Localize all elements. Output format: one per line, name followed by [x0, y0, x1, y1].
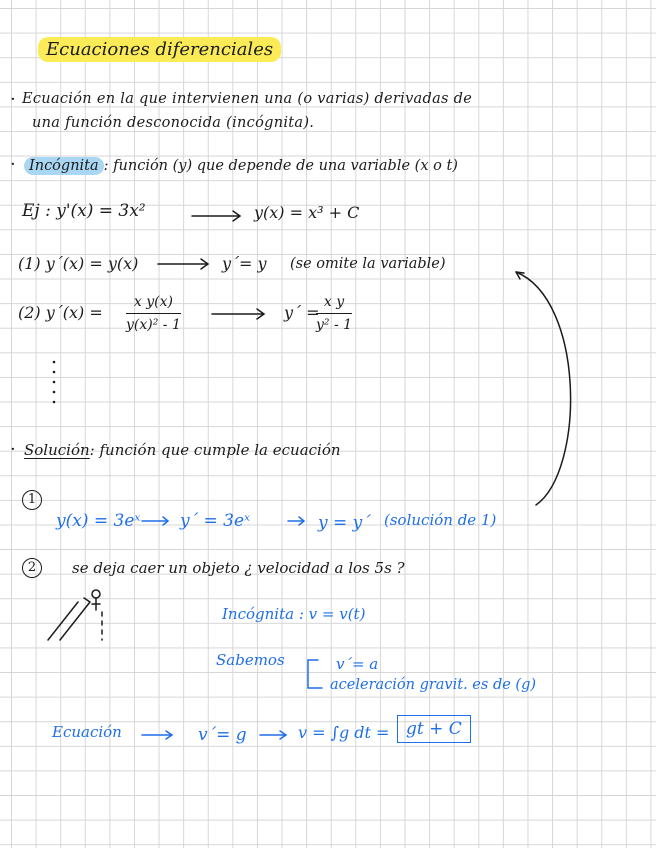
- equation-1-short: y´= y: [222, 254, 267, 273]
- arrow-icon: [142, 517, 168, 525]
- item-1-derivative: y´ = 3eˣ: [180, 511, 251, 531]
- result-box: gt + C: [397, 715, 471, 743]
- item-2-incognita: Incógnita : v = v(t): [222, 605, 366, 623]
- fraction-denominator: y² - 1: [316, 317, 353, 333]
- solution-description: : función que cumple la ecuación: [89, 441, 341, 459]
- item-2-problem: se deja caer un objeto ¿ velocidad a los 5s ?: [72, 559, 405, 577]
- incognita-description: : función (y) que depende de una variable (x o t): [103, 158, 458, 174]
- curved-link-arrow: [516, 272, 571, 505]
- equation-2-label: (2) y´(x) =: [18, 303, 103, 322]
- equation-1-note: (se omite la variable): [290, 256, 446, 272]
- incognita-term: Incógnita: [24, 157, 104, 175]
- definition-line-2: una función desconocida (incógnita).: [32, 115, 315, 131]
- item-2-equation: v´= g: [198, 725, 247, 745]
- equation-1: (1) y´(x) = y(x): [18, 254, 139, 273]
- bullet: ·: [10, 89, 16, 110]
- item-1-note: (solución de 1): [384, 511, 497, 529]
- item-2-sabemos: Sabemos: [216, 651, 285, 669]
- solution-term: Solución: [24, 441, 90, 459]
- ellipsis-dots: [53, 361, 56, 404]
- arrow-icon: [212, 309, 264, 319]
- arrow-icon: [288, 517, 304, 525]
- bullet: ·: [10, 154, 16, 175]
- item-2-ecuacion-label: Ecuación: [52, 723, 122, 741]
- number-1-circle: 1: [22, 490, 42, 510]
- arrow-icon: [158, 259, 208, 269]
- item-1-relation: y = y´: [318, 513, 371, 533]
- fraction-denominator: y(x)² - 1: [126, 317, 181, 333]
- item-2-integral: v = ∫g dt =: [298, 723, 390, 742]
- item-1-function: y(x) = 3eˣ: [56, 511, 141, 531]
- bracket-icon: [308, 660, 322, 688]
- definition-line-1: Ecuación en la que intervienen una (o varias) derivadas de: [22, 91, 473, 107]
- fraction-numerator: x y: [316, 294, 352, 314]
- fraction-numerator: x y(x): [126, 294, 181, 314]
- arrow-icon: [192, 211, 240, 221]
- example-solution: y(x) = x³ + C: [254, 203, 360, 222]
- falling-object-drawing: [48, 590, 102, 640]
- number-2-circle: 2: [22, 558, 42, 578]
- title-highlight: Ecuaciones diferenciales: [38, 37, 281, 62]
- example-equation: Ej : y'(x) = 3x²: [22, 201, 146, 221]
- item-2-fact-2: aceleración gravit. es de (g): [330, 677, 537, 693]
- item-2-fact-1: v´= a: [336, 655, 379, 673]
- equation-2-short-lhs: y´ =: [284, 303, 320, 322]
- arrow-icon: [260, 731, 286, 739]
- bullet: ·: [10, 439, 16, 460]
- arrow-icon: [142, 731, 172, 739]
